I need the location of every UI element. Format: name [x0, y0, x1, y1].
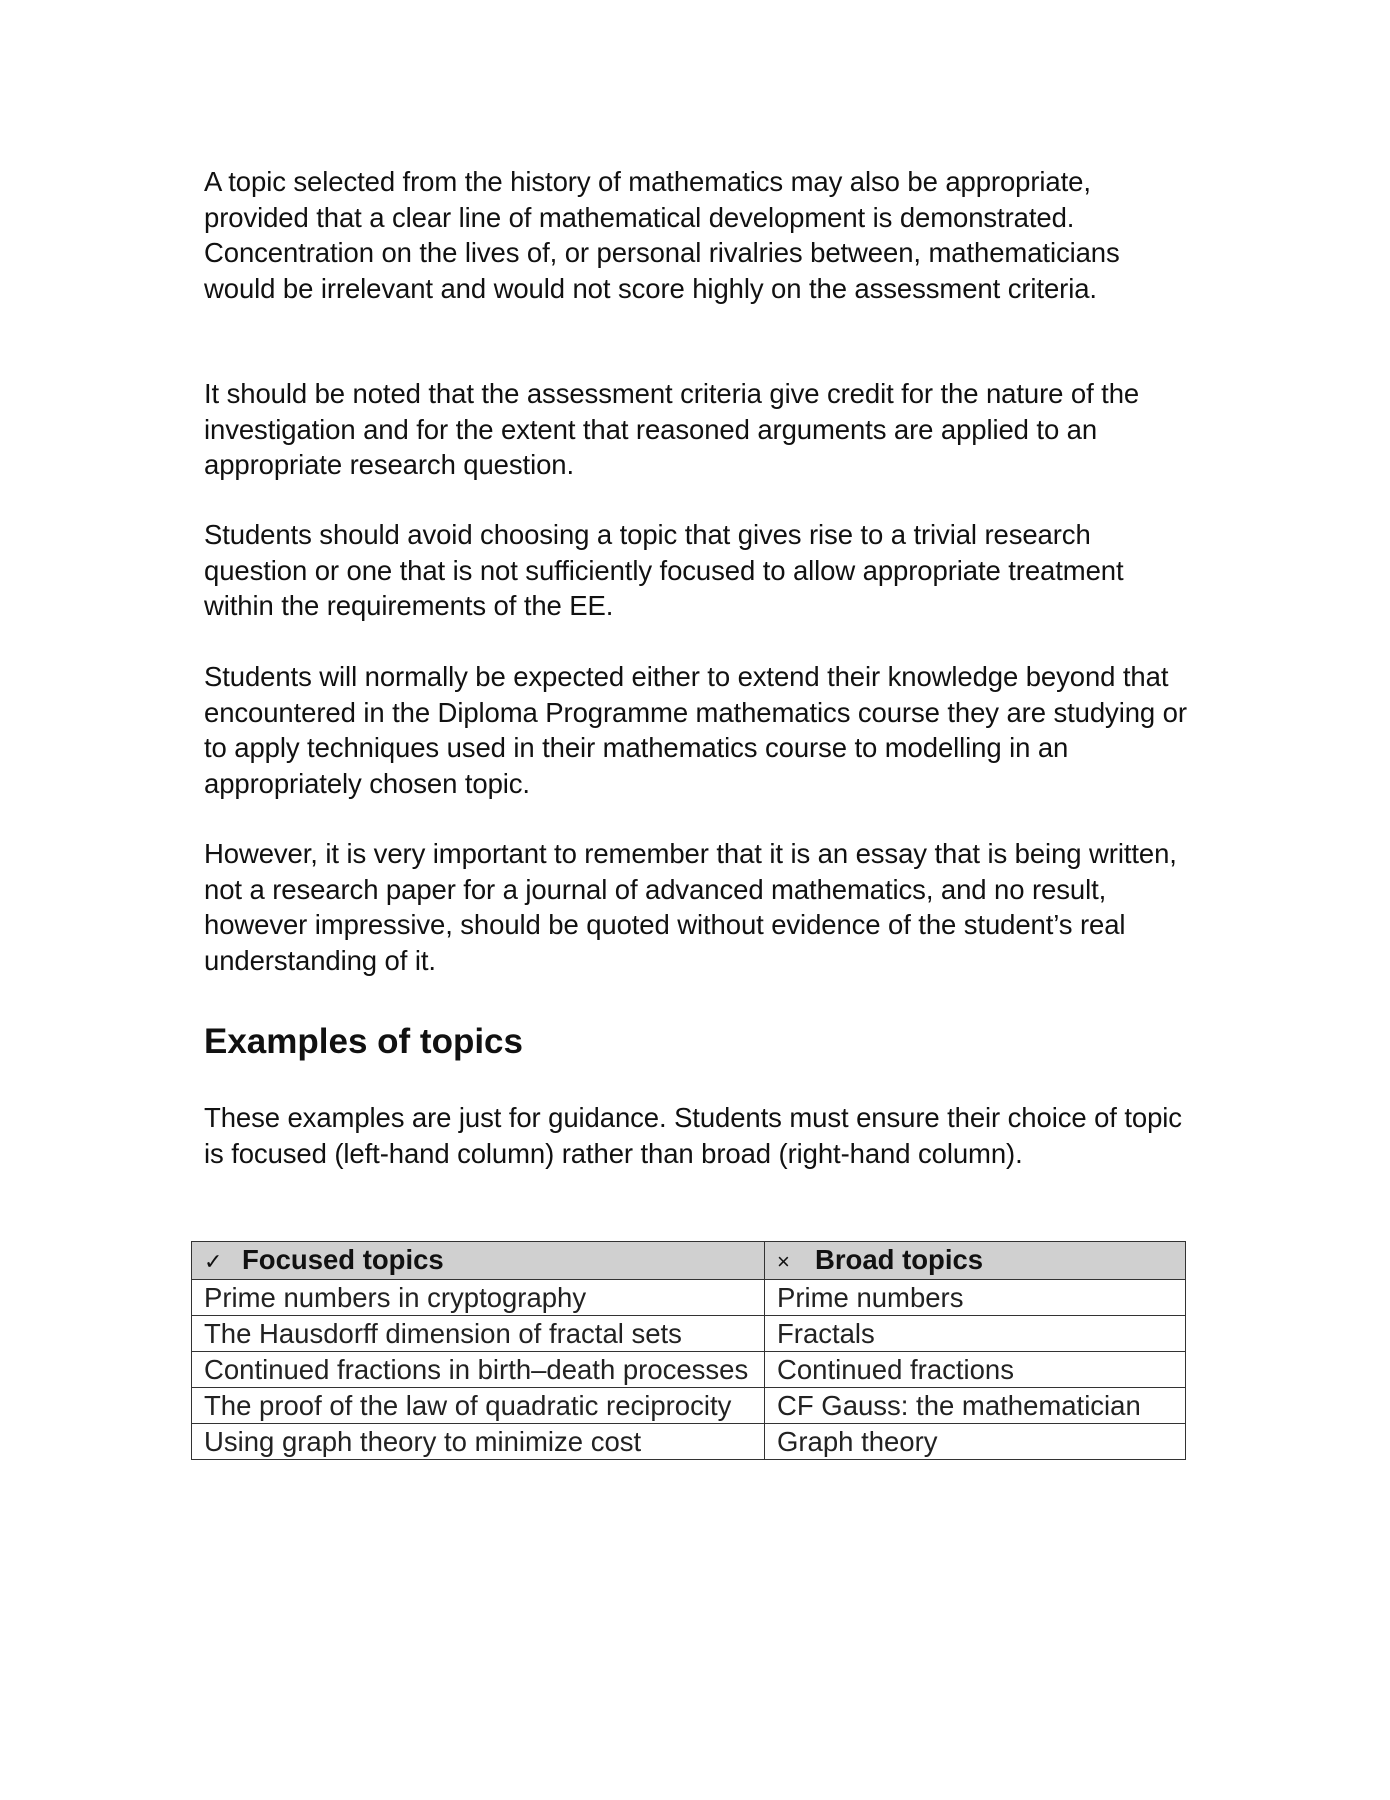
table-row	[192, 1352, 1186, 1388]
paragraph-avoid-trivial: Students should avoid choosing a topic that gives rise to a trivial research question or one that is not sufficiently focused to allow appropriate treatment within the requirements of the EE.	[204, 519, 1124, 621]
table-row	[192, 1388, 1186, 1424]
header-focused-topics	[192, 1242, 765, 1280]
paragraph-assessment-criteria: It should be noted that the assessment criteria give credit for the nature of the investigation and for the extent that reasoned arguments are applied to an appropriate research question.	[204, 378, 1140, 480]
focused-topic-cell: Using graph theory to minimize cost	[192, 1424, 765, 1460]
broad-topic-cell: CF Gauss: the mathematician	[765, 1388, 1186, 1424]
section-heading: Examples of topics	[204, 1022, 523, 1061]
header-label: Focused topics	[242, 1244, 444, 1275]
broad-topic-cell: Continued fractions	[765, 1352, 1186, 1388]
header-broad-topics	[765, 1242, 1186, 1280]
topics-table	[191, 1241, 1186, 1460]
paragraph-essay-reminder: However, it is very important to remember that it is an essay that is being written, not a research paper for a journal of advanced mathematics, and no result, however impressive, should be quoted without evidence of the student’s real understanding of it.	[204, 838, 1177, 976]
cross-icon: ×	[777, 1249, 790, 1274]
section-intro: These examples are just for guidance. Students must ensure their choice of topic is focused (left-hand column) rather than broad (right-hand column).	[204, 1102, 1182, 1169]
broad-topic-cell: Graph theory	[765, 1424, 1186, 1460]
focused-topic-cell: The proof of the law of quadratic reciprocity	[192, 1388, 765, 1424]
focused-topic-cell: Continued fractions in birth–death processes	[192, 1352, 765, 1388]
table-row	[192, 1280, 1186, 1316]
checkmark-icon: ✓	[204, 1249, 223, 1274]
header-label: Broad topics	[815, 1244, 984, 1275]
table-row	[192, 1424, 1186, 1460]
broad-topic-cell: Fractals	[765, 1316, 1186, 1352]
focused-topic-cell: Prime numbers in cryptography	[192, 1280, 765, 1316]
focused-topic-cell: The Hausdorff dimension of fractal sets	[192, 1316, 765, 1352]
table-header-row	[192, 1242, 1186, 1280]
paragraph-extend-knowledge: Students will normally be expected either to extend their knowledge beyond that encountered in the Diploma Programme mathematics course they are studying or to apply techniques used in their mathematics course to modelling in an appropriately chosen topic.	[204, 661, 1187, 799]
paragraph-history-topics: A topic selected from the history of mathematics may also be appropriate, provided that a clear line of mathematical development is demonstrated. Concentration on the lives of, or personal rivalries between, mathematicians would be irrelevant and would not score highly on the assessment criteria.	[204, 166, 1120, 304]
broad-topic-cell: Prime numbers	[765, 1280, 1186, 1316]
table-row	[192, 1316, 1186, 1352]
